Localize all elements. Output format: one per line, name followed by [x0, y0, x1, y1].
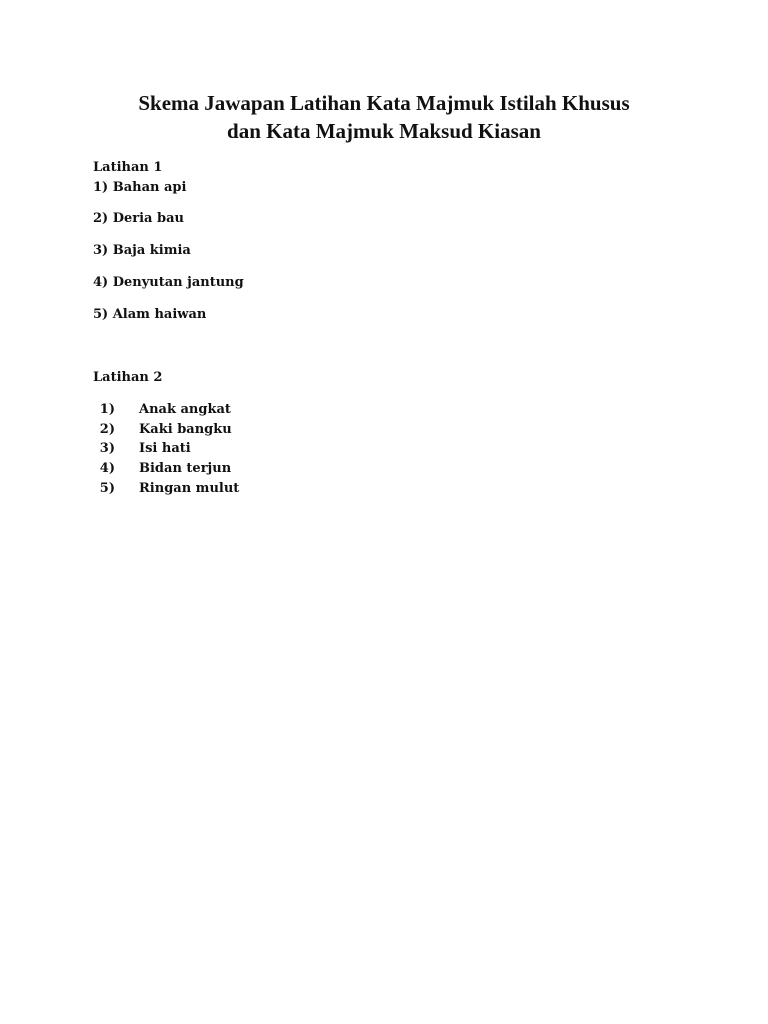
list-item-number: 4) [99, 461, 115, 476]
document-title-line-2: dan Kata Majmuk Maksud Kiasan [227, 119, 541, 143]
latihan-1-item: 1) Bahan api [93, 180, 187, 195]
list-item-text: Anak angkat [139, 402, 231, 417]
latihan-1-item: 3) Baja kimia [93, 243, 191, 258]
list-item-text: Ringan mulut [139, 481, 240, 496]
list-item-text: Isi hati [139, 441, 191, 456]
list-item-text: Kaki bangku [139, 422, 232, 437]
list-item-number: 2) [99, 422, 115, 437]
document-title-line-1: Skema Jawapan Latihan Kata Majmuk Istilah Khusus [138, 91, 630, 115]
list-item-number: 1) [99, 402, 115, 417]
latihan-1-item: 2) Deria bau [93, 211, 184, 226]
list-item-text: Bidan terjun [139, 461, 232, 476]
latihan-1-heading: Latihan 1 [93, 160, 163, 175]
list-item-number: 5) [99, 481, 115, 496]
latihan-1-item: 4) Denyutan jantung [93, 275, 244, 290]
latihan-2-heading: Latihan 2 [93, 370, 163, 385]
list-item-number: 3) [99, 441, 115, 456]
latihan-1-item: 5) Alam haiwan [93, 307, 207, 322]
